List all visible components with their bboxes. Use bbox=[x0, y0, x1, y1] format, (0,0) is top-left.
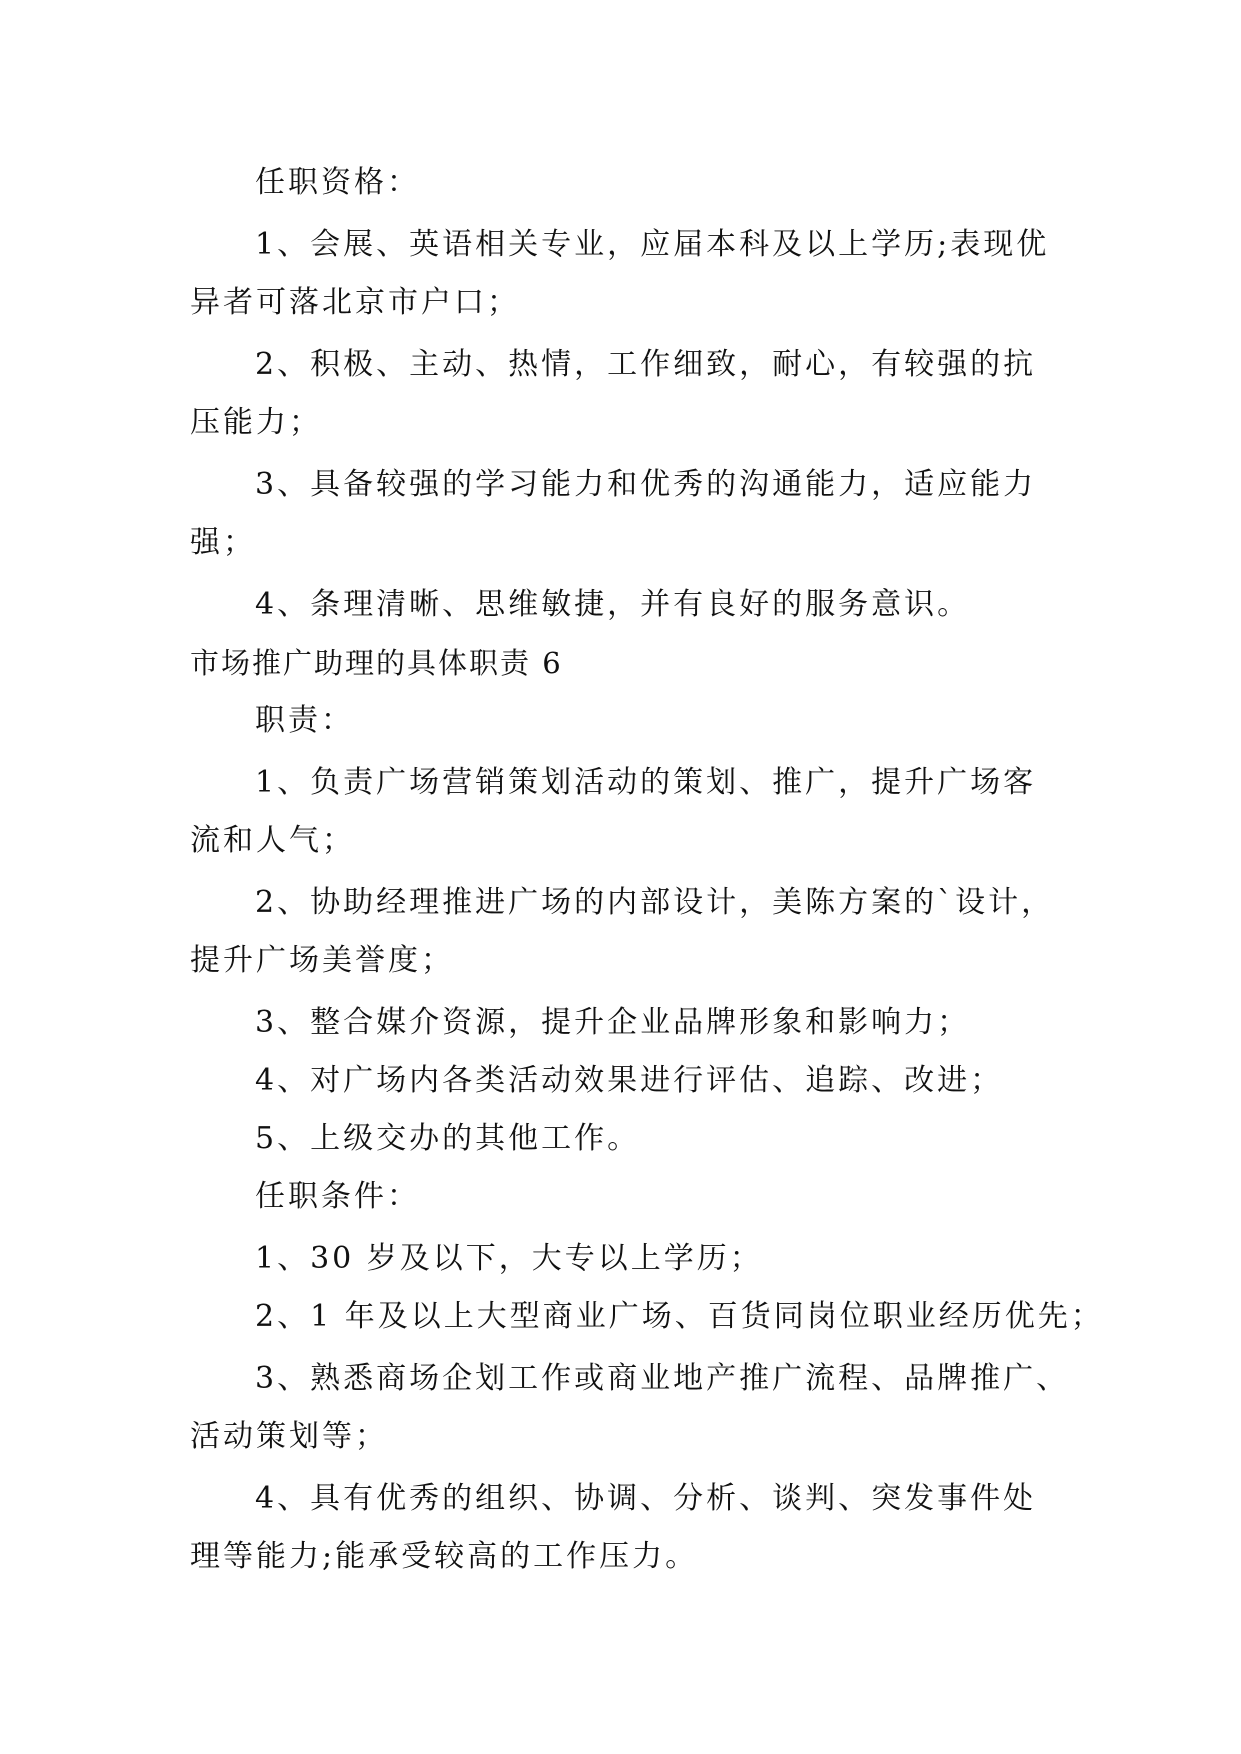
section-heading: 市场推广助理的具体职责 6 bbox=[190, 646, 563, 680]
requirement-item-3-line-1: 3、熟悉商场企划工作或商业地产推广流程、品牌推广、 bbox=[255, 1361, 1070, 1396]
requirement-item-1-line-1: 1、30 岁及以下，大专以上学历； bbox=[255, 1241, 763, 1276]
qualification-item-2-line-2: 压能力； bbox=[190, 405, 322, 440]
requirement-item-2-line-1: 2、1 年及以上大型商业广场、百货同岗位职业经历优先； bbox=[255, 1299, 1104, 1334]
duties-label: 职责： bbox=[255, 703, 354, 738]
requirement-item-4-line-1: 4、具有优秀的组织、协调、分析、谈判、突发事件处 bbox=[255, 1481, 1037, 1516]
duty-item-5-line-1: 5、上级交办的其他工作。 bbox=[255, 1121, 641, 1156]
duty-item-2-line-1: 2、协助经理推进广场的内部设计，美陈方案的`设计， bbox=[255, 885, 1055, 920]
duty-item-2-line-2: 提升广场美誉度； bbox=[190, 943, 454, 978]
requirement-item-3-line-2: 活动策划等； bbox=[190, 1419, 388, 1454]
duty-item-1-line-1: 1、负责广场营销策划活动的策划、推广，提升广场客 bbox=[255, 765, 1037, 800]
requirements-label: 任职条件： bbox=[255, 1179, 420, 1214]
document-body bbox=[190, 154, 1104, 1586]
qualification-item-3-line-2: 强； bbox=[190, 525, 256, 560]
qualifications-label: 任职资格： bbox=[255, 165, 420, 200]
duty-item-3-line-1: 3、整合媒介资源，提升企业品牌形象和影响力； bbox=[255, 1005, 971, 1040]
qualification-item-4-line-1: 4、条理清晰、思维敏捷，并有良好的服务意识。 bbox=[255, 587, 971, 622]
requirement-item-4-line-2: 理等能力;能承受较高的工作压力。 bbox=[190, 1539, 699, 1574]
qualification-item-3-line-1: 3、具备较强的学习能力和优秀的沟通能力，适应能力 bbox=[255, 467, 1037, 502]
duty-item-1-line-2: 流和人气； bbox=[190, 823, 355, 858]
qualification-item-1-line-2: 异者可落北京市户口； bbox=[190, 285, 520, 320]
qualification-item-2-line-1: 2、积极、主动、热情，工作细致，耐心，有较强的抗 bbox=[255, 347, 1037, 382]
qualification-item-1-line-1: 1、会展、英语相关专业，应届本科及以上学历;表现优 bbox=[255, 227, 1050, 262]
duty-item-4-line-1: 4、对广场内各类活动效果进行评估、追踪、改进； bbox=[255, 1063, 1004, 1098]
